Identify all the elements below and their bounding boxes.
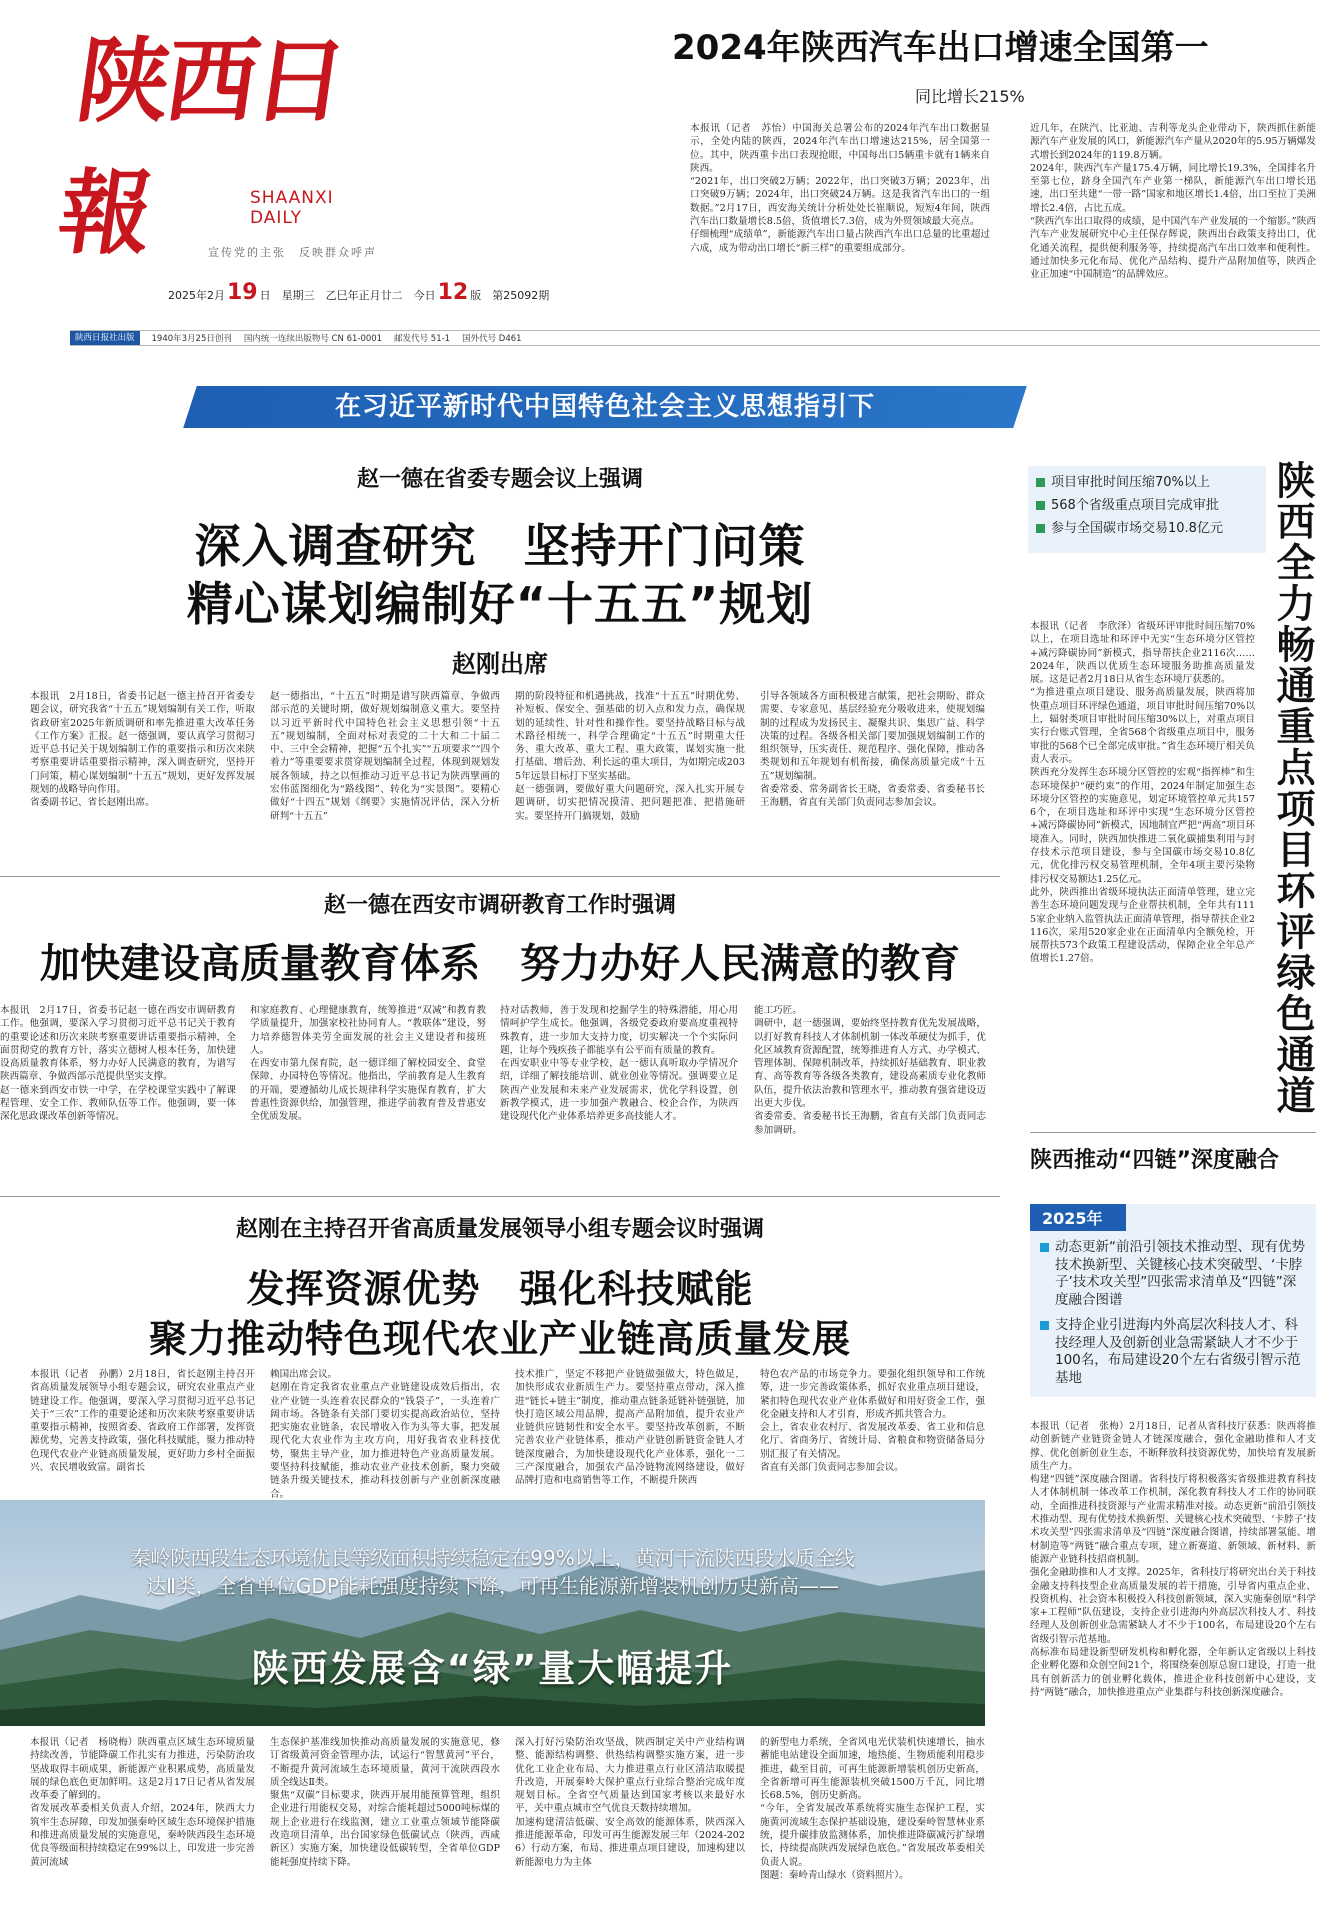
story2-headline: 加快建设高质量教育体系 努力办好人民满意的教育 bbox=[40, 941, 960, 987]
story1-author: 赵刚出席 bbox=[452, 650, 548, 678]
story3-col4: 特色农产品的市场竞争力。要强化组织领导和工作统筹，进一步完善政策体系，抓好农业重点项目建设，紧扣特色现代农业产业体系做好和用好资金工作，强化金融支持和人才引育，形成齐抓共管合力。 会上，省农业农村厅、省发展改革委、省工业和信息化厅、省商务厅、省统计局、省粮食和物资储备局分别汇报了有关情况。 省直有关部门负责同志参加会议。 bbox=[760, 1369, 985, 1474]
date-suffix: 日 星期三 乙巳年正月廿二 今日 bbox=[259, 289, 436, 302]
newspaper-logo-en: SHAANXI DAILY bbox=[250, 188, 334, 228]
date-prefix: 2025年2月 bbox=[168, 289, 225, 302]
story3-col1: 本报讯（记者 孙鹏）2月18日，省长赵刚主持召开省高质量发展领导小组专题会议，研究农业重点产业链建设工作。他强调，要深入学习贯彻习近平总书记关于“三农”工作的重要论述和历次来陕考察重要讲话重要指示精神，按照省委、省政府工作部署，发挥资源优势，完善支持政策，强化科技赋能，聚力推动特色现代农业产业链高质量发展，更好助力乡村全面振兴、农民增收致富。副省长 bbox=[30, 1369, 255, 1474]
story3-kicker: 赵刚在主持召开省高质量发展领导小组专题会议时强调 bbox=[235, 1217, 764, 1242]
story1-col4: 引导各领域各方面积极建言献策，把社会期盼、群众需要、专家意见、基层经验充分吸收进来，使规划编制的过程成为发扬民主、凝聚共识、集思广益、科学决策的过程。各级各相关部门要加强规划编制工作的组织领导，压实责任、规范程序、强化保障，推动各类规划和五年规划有机衔接，确保高质量完成“十五五”规划编制。 省委常委、常务副省长王晓，省委常委、省委秘书长王海鹏，省直有关部门负责同志参加会议。 bbox=[760, 691, 985, 809]
date-day: 19 bbox=[227, 280, 258, 305]
photo-caption-2: 达Ⅱ类，全省单位GDP能耗强度持续下降，可再生能源新增装机创历史新高—— bbox=[146, 1574, 839, 1598]
photo-caption-1: 秦岭陕西段生态环境优良等级面积持续稳定在99%以上，黄河干流陕西段水质全线 bbox=[130, 1546, 855, 1570]
sidebar2-text: 本报讯（记者 张梅）2月18日，记者从省科技厅获悉：陕西将推动创新链产业链资金链人才链深度融合，强化金融助推和人才支撑、优化创新创业生态，不断释放科技资源优势，加快培育发展新质生产力。 构建“四链”深度融合图谱。省科技厅将积极落实省级推进教育科技人才体制机制一体改革工作机制，深化教育科技人才工作的协同联动，全面推进科技资源与产业需求精准对接。动态更新“前沿引领技术推动型、现有优势技术换新型、关键核心技术突破型、‘卡脖子’技术攻关型”四张需求清单及“四链”深度融合图谱，持续部署氢能、增材制造等“两链”融合重点专项，建立新赛道、新领域、新材料、新能源产业链科技招商机制。 强化金融助推和人才支撑。2025年，省科技厅将研究出台关于科技金融支持科技型企业高质量发展的若干措施，引导省内重点企业、投资机构、社会资本积极投入科技创新领域，深入实施秦创原“科学家+工程师”队伍建设，支持企业引进海内外高层次科技人才、科技经理人及创新创业急需紧缺人才不少于100名，布局建设20个左右省级引智示范基地。 高标准布局建设新型研发机构和孵化器，全年新认定省级以上科技企业孵化器和众创空间21个，将围绕秦创原总窗口建设，打造一批具有创新活力的创业孵化载体，推进企业科技创新中心建设，支持“两链”融合，加快推进重点产业集群与科技创新深度融合。 bbox=[1030, 1421, 1316, 1698]
sidebar1-highlights bbox=[1028, 466, 1266, 553]
story1-kicker: 赵一德在省委专题会议上强调 bbox=[356, 467, 643, 492]
slogan: 宣传党的主张 反映群众呼声 bbox=[208, 246, 377, 259]
top-story-headline: 2024年陕西汽车出口增速全国第一 bbox=[672, 28, 1209, 68]
publisher-tag: 陕西日报社出版 bbox=[70, 331, 140, 345]
sidebar2-highlights bbox=[1030, 1204, 1316, 1397]
divider-side bbox=[1030, 1132, 1316, 1133]
top-story-col1: 本报讯（记者 苏怡）中国海关总署公布的2024年汽车出口数据显示，全处内陆的陕西，2024年汽车出口增速达215%，居全国第一位。其中，陕西重卡出口表现抢眼，中国每出口5辆重卡就有1辆来自陕西。 “2021年，出口突破2万辆；2022年，出口突破3万辆；2023年，出口突破9万辆；2024年，出口突破24万辆。这是我省汽车出口的一组数据。”2月17日，西安海关统计分析处处长崔顺说，短短4年间，陕西汽车出口数量增长8.5倍，货值增长7.3倍，成为外贸领域最大亮点。 仔细梳理“成绩单”，新能源汽车出口量占陕西汽车出口总量的比重超过六成，成为带动出口增长“新三样”的重要组成部分。 bbox=[690, 123, 990, 254]
page-count: 12 bbox=[437, 280, 469, 305]
story2-col2: 和家庭教育、心理健康教育，统筹推进“双减”和教育教学质量提升，加强家校社协同育人。“教联体”建设，努力培养德智体美劳全面发展的社会主义建设者和接班人。 在西安市第九保育院，赵一德详细了解校园安全、食堂保障、办园特色等情况。他指出，学前教育是人生教育的开端，要遵循幼儿成长规律科学实施保育教育，扩大普惠性资源供给，加强管理，推进学前教育普及普惠安全优质发展。 bbox=[250, 1005, 486, 1123]
divider-1 bbox=[0, 876, 1000, 877]
blue-square-icon bbox=[1040, 1243, 1049, 1252]
section-banner: 在习近平新时代中国特色社会主义思想指引下 bbox=[334, 392, 875, 422]
story3-col2: 赖国出席会议。 赵刚在肯定我省农业重点产业链建设成效后指出，农业产业链一头连着农民群众的“钱袋子”，一头连着广阔市场。各链条有关部门要切实提高政治站位，坚持把实施农业链条，农民增收入作为头等大事，把发展现代化大农业作为主攻方向，用好我省农业科技优势，聚焦主导产业，加力推进特色产业高质量发展。要坚持科技赋能，推动农业产业技术创新，聚力突破链条升级关键技术，推动科技创新与产业创新深度融合。 bbox=[270, 1369, 500, 1500]
post-code: 邮发代号 51-1 bbox=[394, 334, 451, 344]
landscape-photo bbox=[0, 1500, 985, 1726]
story3-col3: 技术推广，坚定不移把产业链做强做大，特色做足，加快形成农业新质生产力。要坚持重点带动，深入推进“链长+链主”制度，推动重点链条延链补链强链，加快打造区域公用品牌，提高产品附加值，提升农业产业链供应链韧性和安全水平。要坚持改革创新，不断完善农业产业链体系，推动产业链创新链资金链人才链深度融合，为加快建设现代化产业体系，强化一二三产深度融合，加强农产品冷链物流网络建设，做好品牌打造和电商销售等工作，不断提升陕西 bbox=[515, 1369, 745, 1487]
newspaper-logo: 陕西日報 bbox=[52, 27, 350, 267]
story2-kicker: 赵一德在西安市调研教育工作时强调 bbox=[323, 893, 676, 918]
green-square-icon bbox=[1036, 478, 1045, 487]
green-square-icon bbox=[1036, 501, 1045, 510]
story4-col4: 的新型电力系统，全省风电光伏装机快速增长，抽水蓄能电站建设全面加速，地热能、生物质能利用稳步推进，截至目前，可再生能源新增装机创历史新高，全省新增可再生能源装机突破1500万千瓦，同比增长68.5%，创历史新高。 “今年，全省发展改革系统将实施生态保护工程，实施黄河流域生态保护基础设施，建设秦岭智慧林业系统，提升碳排放监测体系，加快推进降碳减污扩绿增长，持续提高陕西发展绿色底色。”省发展改革委相关负责人说。 图题：秦岭青山绿水（资料照片）。 bbox=[760, 1737, 985, 1881]
year-tab: 2025年 bbox=[1030, 1204, 1126, 1231]
story3-headline-1: 发挥资源优势 强化科技赋能 bbox=[246, 1267, 754, 1311]
dateline bbox=[168, 280, 549, 305]
photo-headline: 陕西发展含“绿”量大幅提升 bbox=[251, 1647, 734, 1690]
intl-code: 国外代号 D461 bbox=[462, 334, 522, 344]
sidebar2-bullet: 支持企业引进海内外高层次科技人才、科技经理人及创新创业急需紧缺人才不少于100名，布局建设20个左右省级引智示范基地 bbox=[1030, 1309, 1316, 1387]
sidebar1-bullet: 568个省级重点项目完成审批 bbox=[1036, 497, 1258, 514]
story4-col2: 生态保护基准线加快推动高质量发展的实施意见，修订省级黄河资金管理办法，试运行“智慧黄河”平台，不断提升黄河流域生态环境质量，黄河干流陕西段水质全线达Ⅱ类。 聚焦“双碳”目标要求，陕西开展用能预算管理，组织企业进行用能权交易，对综合能耗超过5000吨标煤的规上企业进行在线监测，建立工业重点领域节能降碳改造项目清单，出台国家绿色低碳试点（陕西，西咸新区）实施方案，加快建设低碳转型，全省单位GDP能耗强度持续下降。 bbox=[270, 1737, 500, 1868]
story3-headline-2: 聚力推动特色现代农业产业链高质量发展 bbox=[148, 1317, 851, 1361]
story1-col3: 期的阶段特征和机遇挑战，找准“十五五”时期优势、补短板、保安全、强基础的切入点和发力点，确保规划的延续性、针对性和操作性。要坚持战略目标与战术路径相统一，科学合理确定“十五五”时期重大任务、重大改革、重大工程、重大政策，谋划实施一批打基础、增后劲、利长远的重大项目，为如期完成2035年远景目标打下坚实基础。 赵一德强调，要做好重大问题研究，深入扎实开展专题调研，切实把情况摸清、把问题把准、把措施研实。要坚持开门搞规划，鼓励 bbox=[515, 691, 745, 822]
story4-col3: 深入打好污染防治攻坚战，陕西制定关中产业结构调整、能源结构调整、供热结构调整实施方案，进一步优化工业企业布局、大力推进重点行业区清洁取暖提升改造，开展秦岭大保护重点行业综合整治完成年度规划目标。全省空气质量达到国家考核以来最好水平，关中重点城市空气优良天数持续增加。 加速构建清洁低碳、安全高效的能源体系，陕西深入推进能源革命，印发可再生能源发展三年（2024-2026）行动方案，布局、推进重点项目建设，加速构建以新能源电力为主体 bbox=[515, 1737, 745, 1868]
sidebar2-bullet: 动态更新“前沿引领技术推动型、现有优势技术换新型、关键核心技术突破型、‘卡脖子’技术攻关型”四张需求清单及“四链”深度融合图谱 bbox=[1030, 1231, 1316, 1309]
story1-headline-1: 深入调查研究 坚持开门问策 bbox=[194, 519, 806, 573]
founded-date: 1940年3月25日创刊 bbox=[151, 334, 232, 344]
sidebar2-headline: 陕西推动“四链”深度融合 bbox=[1030, 1148, 1279, 1173]
cn-number: 国内统一连续出版物号 CN 61-0001 bbox=[243, 334, 383, 344]
green-square-icon bbox=[1036, 524, 1045, 533]
story4-col1: 本报讯（记者 杨晓梅）陕西重点区域生态环境质量持续改善，节能降碳工作扎实有力推进，污染防治攻坚战取得丰硕成果，新能源产业积累成势，高质量发展的绿色底色更加鲜明。这是2月17日记者从省发展改革委了解到的。 省发展改革委相关负责人介绍，2024年，陕西大力筑牢生态屏障，印发加强秦岭区域生态环境保护措施和推进高质量发展的实施意见，秦岭陕西段生态环境优良等级面积持续稳定在99%以上，印发进一步完善黄河流域 bbox=[30, 1737, 255, 1868]
issue-number: 版 第25092期 bbox=[470, 289, 550, 302]
sidebar1-text: 本报讯（记者 李欣泽）省级环评审批时间压缩70%以上，在项目选址和环评中无实“生态环境分区管控+减污降碳协同”新模式，指导帮扶企业2116次……2024年，陕西以优质生态环境服务助推高质量发展。这是记者2月18日从省生态环境厅获悉的。 “为推进重点项目建设、服务高质量发展，陕西将加快重点项目环评绿色通道，项目审批时间压缩70%以上，辐射类项目审批时间压缩30%以上，对重点项目实行台账式管理，全省568个省级重点项目中，服务审批的568个已全部完成审批。”省生态环境厅相关负责人表示。 陕西充分发挥生态环境分区管控的宏观“指挥棒”和生态环境保护“硬约束”的作用，2024年制定加强生态环境分区管控的实施意见，划定环境管控单元共1576个，在项目选址和环评中实现“生态环境分区管控+减污降碳协同”新模式，因地制宜严把“两高”项目环境准入。同时，陕西加快推进二氧化碳捕集利用与封存技术示范项目建设，参与全国碳市场交易10.8亿元，优化排污权交易管理机制，全年4项主要污染物排污权交易额达1.25亿元。 此外，陕西推出省级环境执法正面清单管理，建立完善生态环境问题发现与企业帮扶机制，全年共有1115家企业纳入监管执法正面清单管理，指导帮扶企业2116次，采用520家企业在正面清单内全额免检，开展帮扶573个政策工程建设活动，保障企业全年总产值增长1.27倍。 bbox=[1030, 621, 1255, 965]
top-story-subhead: 同比增长215% bbox=[915, 87, 1025, 106]
story1-col2: 赵一德指出，“十五五”时期是谱写陕西篇章、争做西部示范的关键时期，做好规划编制意义重大。要坚持以习近平新时代中国特色社会主义思想引领“十五五”规划编制，全面对标对表党的二十大和二十届二中、三中全会精神，把握“五个扎实”“五项要求”“四个着力”等重要要求贯穿规划编制全过程，体现到规划发展各领域，持之以恒推动习近平总书记为陕西擘画的宏伟蓝图细化为“路线图”、转化为“实景图”。要精心做好“十四五”规划《纲要》实施情况评估，深入分析研判“十五五” bbox=[270, 691, 500, 822]
story2-col1: 本报讯 2月17日，省委书记赵一德在西安市调研教育工作。他强调，要深入学习贯彻习近平总书记关于教育的重要论述和历次来陕考察重要讲话重要指示精神，全面贯彻党的教育方针，落实立德树人根本任务，加快建设高质量教育体系，努力办好人民满意的教育，为谱写陕西篇章、争做西部示范提供坚实支撑。 赵一德来到西安市铁一中学，在学校课堂实践中了解课程管理、安全工作、教师队伍等工作。他强调，要一体深化思政课改革创新等情况。 bbox=[0, 1005, 236, 1123]
story1-headline-2: 精心谋划编制好“十五五”规划 bbox=[186, 577, 814, 631]
top-story-col2: 近几年，在陕汽、比亚迪、吉利等龙头企业带动下，陕西抓住新能源汽车产业发展的风口，新能源汽车产量从2020年的5.95万辆爆发式增长到2024年的119.8万辆。 2024年，陕西汽车产量175.4万辆，同比增长19.3%，全国排名升至第七位，跻身全国汽车产业第一梯队，新能源汽车出口增长迅速，出口至共建“一带一路”国家和地区增长1.4倍，出口至拉丁美洲增长2.4倍，占比五成。 “陕西汽车出口取得的成绩，是中国汽车产业发展的一个缩影。”陕西汽车产业发展研究中心主任保存辉说，陕西出台政策支持出口，优化通关流程，提供便利服务等，持续提高汽车出口效率和便利性。通过加快多元化布局、优化产品结构、提升产品附加值等，陕西企业正加速“中国制造”的品牌效应。 bbox=[1030, 123, 1316, 281]
sidebar1-bullet: 参与全国碳市场交易10.8亿元 bbox=[1036, 520, 1258, 537]
story2-col4: 能工巧匠。 调研中，赵一德强调，要始终坚持教育优先发展战略，以打好教育科技人才体制机制一体改革硬仗为抓手，优化区域教育资源配置，统筹推进育人方式、办学模式、管理体制、保障机制改革，持续抓好基础教育、职业教育、高等教育等各级各类教育，建设高素质专业化教师队伍，提升依法治教和管理水平，推动教育强省建设迈出更大步伐。 省委常委、省委秘书长王海鹏，省直有关部门负责同志参加调研。 bbox=[754, 1005, 986, 1136]
sidebar1-vertical-headline: 陕西全力畅通重点项目环评绿色通道 bbox=[1270, 460, 1315, 1116]
story2-col3: 持对话教师，善于发现和挖掘学生的特殊潜能，用心用情呵护学生成长。他强调，各级党委政府要高度重视特殊教育，进一步加大支持力度，切实解决一个个实际问题，让每个残疾孩子都能享有公平而有质量的教育。 在西安职业中等专业学校，赵一德认真听取办学情况介绍，详细了解技能培训、就业创业等情况。强调要立足陕西产业发展和未来产业发展需求，优化学科设置，创新教学模式，进一步加强产教融合、校企合作，为陕西建设现代化产业体系培养更多高技能人才。 bbox=[500, 1005, 738, 1123]
divider-2 bbox=[0, 1196, 1000, 1197]
story1-col1: 本报讯 2月18日，省委书记赵一德主持召开省委专题会议，研究我省“十五五”规划编制有关工作，听取省政研室2025年新质调研和率先推进重大改革任务《工作方案》汇报。赵一德强调，要认真学习贯彻习近平总书记关于规划编制工作的重要指示和历次来陕考察重要讲话重要指示精神，深入调查研究，坚持开门问策，精心谋划编制“十五五”规划，更好发挥发展规划的战略导向作用。 省委副书记、省长赵刚出席。 bbox=[30, 691, 255, 809]
sidebar1-bullet: 项目审批时间压缩70%以上 bbox=[1036, 474, 1258, 491]
mountain-landscape-image bbox=[0, 1500, 985, 1726]
publication-bar bbox=[70, 330, 1320, 346]
blue-square-icon bbox=[1040, 1321, 1049, 1330]
